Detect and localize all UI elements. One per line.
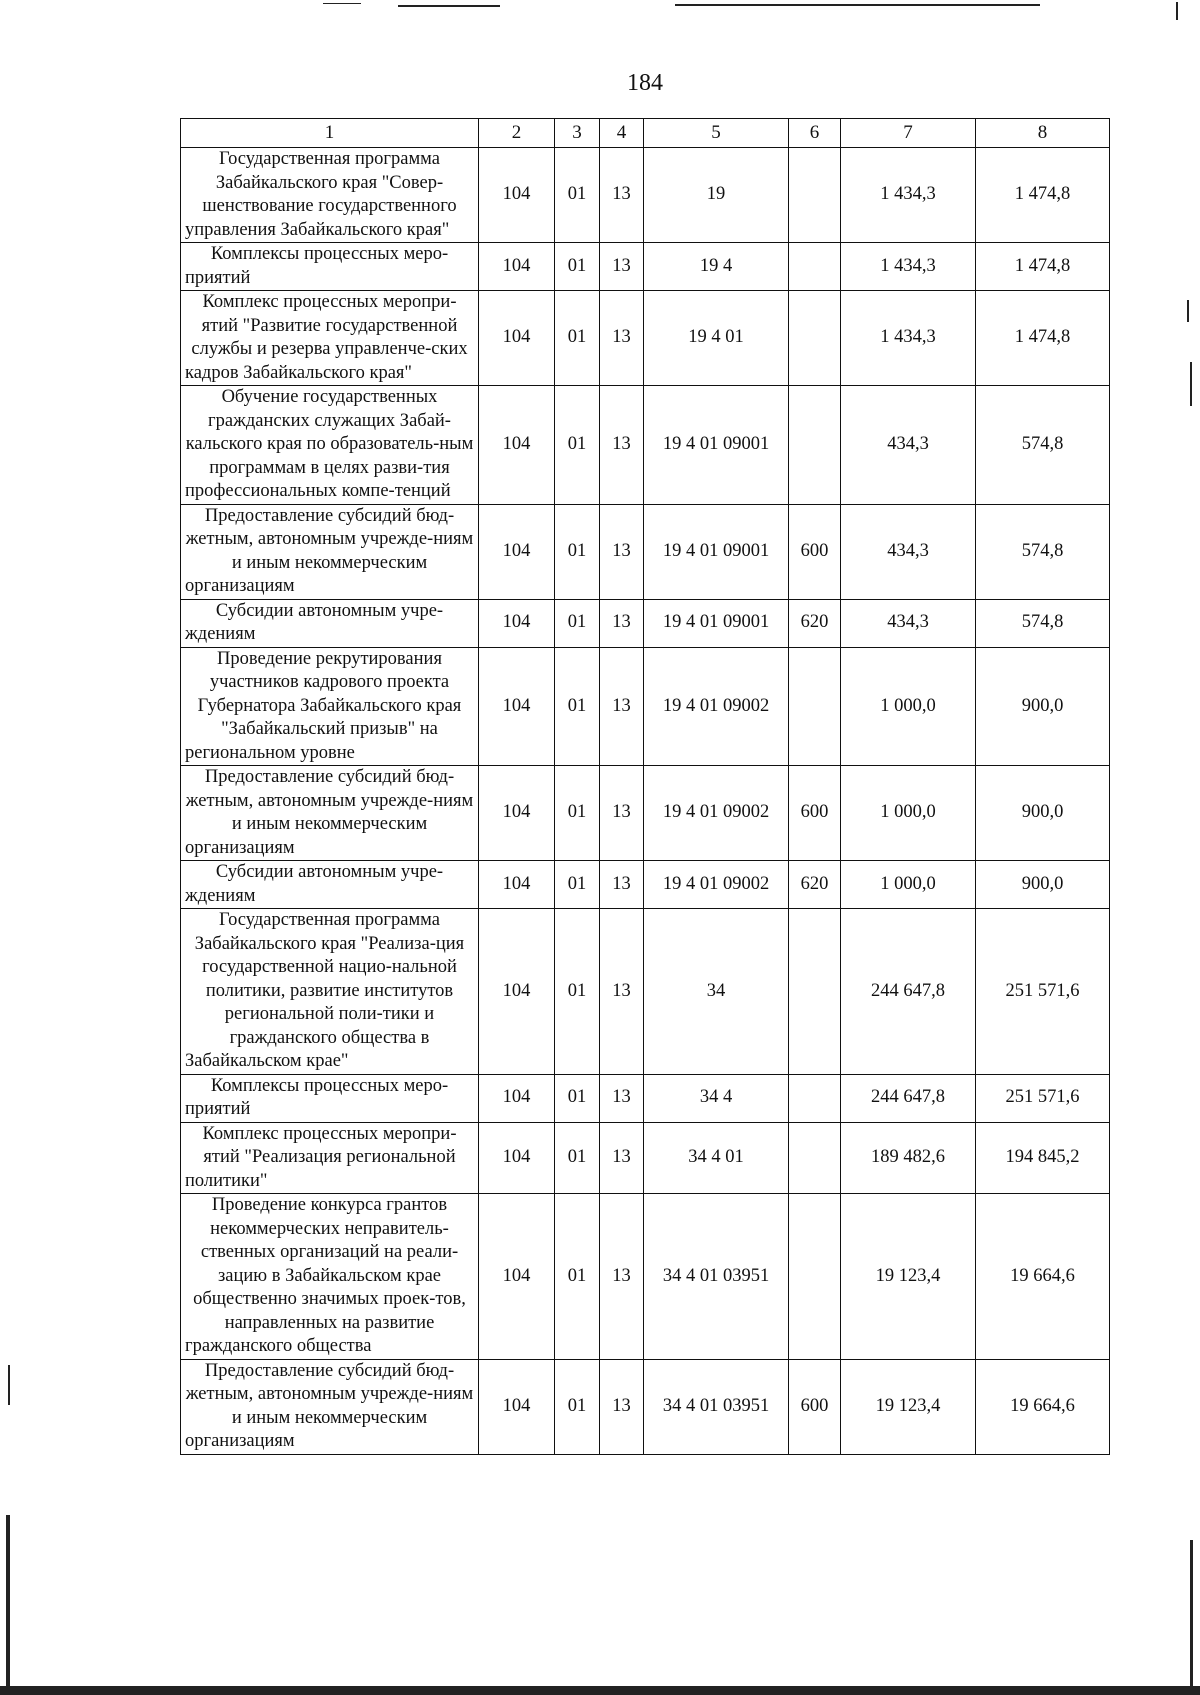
- header-row: [181, 119, 1110, 148]
- row-col-3: 01: [555, 599, 600, 647]
- row-name: Комплексы процессных меро-приятий: [181, 1074, 479, 1122]
- row-col-3: 01: [555, 148, 600, 243]
- row-col-2: 104: [479, 766, 555, 861]
- scan-mark-right-low: [1190, 1540, 1193, 1690]
- row-col-6: 620: [789, 861, 841, 909]
- scan-mark-right-top: [1176, 2, 1178, 20]
- table-row: [181, 504, 1110, 599]
- row-col-3: 01: [555, 291, 600, 386]
- row-name: Комплексы процессных меро-приятий: [181, 243, 479, 291]
- row-name: Предоставление субсидий бюд-жетным, автономным учрежде-ниям и иным некоммерческим организациям: [181, 1359, 479, 1454]
- row-col-8: 574,8: [976, 599, 1110, 647]
- row-col-3: 01: [555, 1194, 600, 1360]
- row-col-6: [789, 243, 841, 291]
- row-col-5: 34 4: [644, 1074, 789, 1122]
- row-col-2: 104: [479, 291, 555, 386]
- row-col-4: 13: [600, 1194, 644, 1360]
- row-col-7: 244 647,8: [841, 1074, 976, 1122]
- row-col-7: 19 123,4: [841, 1359, 976, 1454]
- row-col-6: [789, 291, 841, 386]
- row-col-8: 1 474,8: [976, 291, 1110, 386]
- row-name: Проведение рекрутирования участников кадрового проекта Губернатора Забайкальского края "Забайкальский призыв" на региональном уровне: [181, 647, 479, 766]
- table-row: [181, 861, 1110, 909]
- row-col-7: 19 123,4: [841, 1194, 976, 1360]
- header-col-3: 3: [555, 119, 600, 148]
- row-col-4: 13: [600, 861, 644, 909]
- row-col-3: 01: [555, 766, 600, 861]
- row-col-4: 13: [600, 148, 644, 243]
- row-col-8: 251 571,6: [976, 1074, 1110, 1122]
- row-col-6: [789, 1074, 841, 1122]
- row-col-5: 34: [644, 909, 789, 1075]
- header-col-6: 6: [789, 119, 841, 148]
- header-col-2: 2: [479, 119, 555, 148]
- row-col-4: 13: [600, 386, 644, 505]
- row-col-3: 01: [555, 1359, 600, 1454]
- row-name: Субсидии автономным учре-ждениям: [181, 861, 479, 909]
- table-row: [181, 909, 1110, 1075]
- row-col-5: 19: [644, 148, 789, 243]
- row-col-2: 104: [479, 1194, 555, 1360]
- row-col-2: 104: [479, 148, 555, 243]
- scan-line-top-left: [323, 3, 361, 4]
- row-col-8: 900,0: [976, 766, 1110, 861]
- scan-mark-right-mid2: [1190, 362, 1192, 406]
- row-name: Субсидии автономным учре-ждениям: [181, 599, 479, 647]
- row-col-8: 574,8: [976, 386, 1110, 505]
- row-col-7: 434,3: [841, 504, 976, 599]
- row-col-3: 01: [555, 909, 600, 1075]
- row-name: Предоставление субсидий бюд-жетным, автономным учрежде-ниям и иным некоммерческим организациям: [181, 504, 479, 599]
- row-col-4: 13: [600, 1074, 644, 1122]
- row-col-3: 01: [555, 1122, 600, 1194]
- row-col-5: 19 4 01 09001: [644, 386, 789, 505]
- scan-line-top-mid: [398, 5, 500, 7]
- row-col-8: 19 664,6: [976, 1359, 1110, 1454]
- row-name: Государственная программа Забайкальского края "Реализа-ция государственной нацио-нальной политики, развитие институтов региональной поли-тики и гражданского общества в Забайкальском крае": [181, 909, 479, 1075]
- row-col-6: [789, 148, 841, 243]
- row-col-2: 104: [479, 504, 555, 599]
- row-col-4: 13: [600, 647, 644, 766]
- row-col-3: 01: [555, 647, 600, 766]
- row-col-3: 01: [555, 386, 600, 505]
- row-col-8: 1 474,8: [976, 243, 1110, 291]
- row-col-7: 1 000,0: [841, 647, 976, 766]
- row-name: Проведение конкурса грантов некоммерческих неправитель-ственных организаций на реали-зацию в Забайкальском крае общественно значимых проек-тов, направленных на развитие гражданского общества: [181, 1194, 479, 1360]
- table-row: [181, 386, 1110, 505]
- row-col-7: 244 647,8: [841, 909, 976, 1075]
- header-col-8: 8: [976, 119, 1110, 148]
- row-col-3: 01: [555, 504, 600, 599]
- table-row: [181, 1194, 1110, 1360]
- header-col-1: 1: [181, 119, 479, 148]
- header-col-4: 4: [600, 119, 644, 148]
- row-col-6: [789, 909, 841, 1075]
- row-col-2: 104: [479, 1359, 555, 1454]
- table-row: [181, 766, 1110, 861]
- row-col-4: 13: [600, 1359, 644, 1454]
- row-col-2: 104: [479, 909, 555, 1075]
- table-row: [181, 599, 1110, 647]
- table-row: [181, 1122, 1110, 1194]
- row-col-5: 19 4 01: [644, 291, 789, 386]
- row-col-6: [789, 647, 841, 766]
- row-col-7: 1 434,3: [841, 291, 976, 386]
- page-number: 184: [627, 70, 663, 96]
- row-col-7: 434,3: [841, 386, 976, 505]
- row-col-2: 104: [479, 386, 555, 505]
- row-col-5: 19 4 01 09002: [644, 766, 789, 861]
- table-row: [181, 148, 1110, 243]
- row-col-2: 104: [479, 1074, 555, 1122]
- row-col-7: 1 000,0: [841, 766, 976, 861]
- table-row: [181, 291, 1110, 386]
- row-col-6: [789, 1194, 841, 1360]
- row-col-4: 13: [600, 504, 644, 599]
- row-col-8: 19 664,6: [976, 1194, 1110, 1360]
- row-col-5: 34 4 01 03951: [644, 1194, 789, 1360]
- row-col-4: 13: [600, 909, 644, 1075]
- row-col-4: 13: [600, 766, 644, 861]
- scan-line-bottom: [0, 1686, 1200, 1695]
- row-col-8: 194 845,2: [976, 1122, 1110, 1194]
- row-col-2: 104: [479, 1122, 555, 1194]
- table-body: [181, 148, 1110, 1455]
- row-col-6: [789, 1122, 841, 1194]
- row-col-5: 19 4: [644, 243, 789, 291]
- row-col-4: 13: [600, 291, 644, 386]
- row-col-2: 104: [479, 861, 555, 909]
- table-row: [181, 1359, 1110, 1454]
- row-col-5: 34 4 01 03951: [644, 1359, 789, 1454]
- row-col-7: 434,3: [841, 599, 976, 647]
- row-col-4: 13: [600, 599, 644, 647]
- row-col-5: 19 4 01 09002: [644, 861, 789, 909]
- row-col-6: [789, 386, 841, 505]
- row-col-4: 13: [600, 243, 644, 291]
- header-col-7: 7: [841, 119, 976, 148]
- row-col-3: 01: [555, 243, 600, 291]
- row-col-8: 251 571,6: [976, 909, 1110, 1075]
- row-col-3: 01: [555, 1074, 600, 1122]
- row-name: Государственная программа Забайкальского края "Совер-шенствование государственного управления Забайкальского края": [181, 148, 479, 243]
- header-col-5: 5: [644, 119, 789, 148]
- row-col-3: 01: [555, 861, 600, 909]
- row-name: Обучение государственных гражданских служащих Забай-кальского края по образователь-ным программам в целях разви-тия профессиональных компе-тенций: [181, 386, 479, 505]
- budget-table: [180, 118, 1110, 1455]
- row-col-5: 19 4 01 09001: [644, 504, 789, 599]
- row-col-7: 1 434,3: [841, 243, 976, 291]
- row-col-2: 104: [479, 647, 555, 766]
- row-name: Комплекс процессных меропри-ятий "Реализация региональной политики": [181, 1122, 479, 1194]
- row-col-6: 600: [789, 504, 841, 599]
- row-col-6: 600: [789, 1359, 841, 1454]
- row-name: Комплекс процессных меропри-ятий "Развитие государственной службы и резерва управленче-ских кадров Забайкальского края": [181, 291, 479, 386]
- row-name: Предоставление субсидий бюд-жетным, автономным учрежде-ниям и иным некоммерческим организациям: [181, 766, 479, 861]
- row-col-5: 19 4 01 09001: [644, 599, 789, 647]
- table-row: [181, 1074, 1110, 1122]
- row-col-7: 189 482,6: [841, 1122, 976, 1194]
- row-col-2: 104: [479, 243, 555, 291]
- row-col-6: 620: [789, 599, 841, 647]
- row-col-8: 1 474,8: [976, 148, 1110, 243]
- row-col-5: 34 4 01: [644, 1122, 789, 1194]
- scan-mark-right-mid: [1187, 300, 1189, 322]
- row-col-7: 1 000,0: [841, 861, 976, 909]
- row-col-8: 900,0: [976, 647, 1110, 766]
- scan-mark-left-low: [6, 1515, 10, 1695]
- row-col-6: 600: [789, 766, 841, 861]
- row-col-8: 900,0: [976, 861, 1110, 909]
- table-row: [181, 647, 1110, 766]
- scan-line-top-right: [675, 4, 1040, 6]
- table-row: [181, 243, 1110, 291]
- scan-mark-left-mid: [8, 1365, 10, 1405]
- row-col-4: 13: [600, 1122, 644, 1194]
- row-col-8: 574,8: [976, 504, 1110, 599]
- row-col-7: 1 434,3: [841, 148, 976, 243]
- row-col-5: 19 4 01 09002: [644, 647, 789, 766]
- row-col-2: 104: [479, 599, 555, 647]
